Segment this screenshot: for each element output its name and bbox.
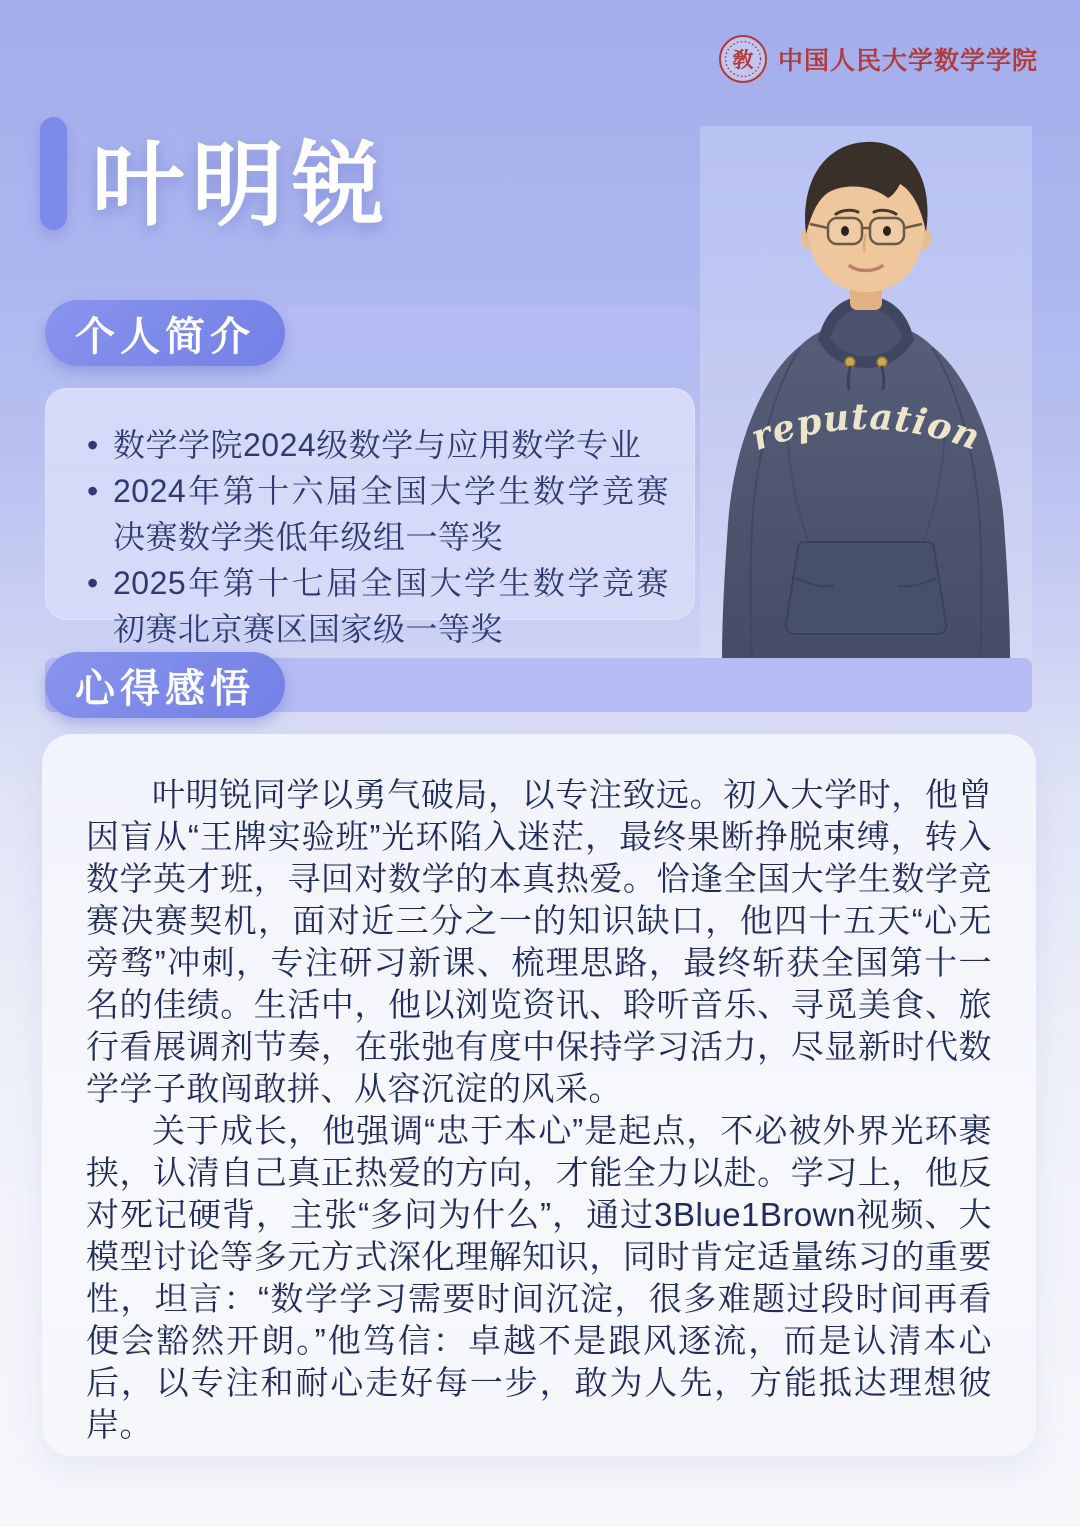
profile-section-title: 个人简介 <box>75 314 255 359</box>
reflection-card <box>42 734 1036 1456</box>
profile-bullet-item: • 2024年第十六届全国大学生数学竞赛决赛数学类低年级组一等奖 <box>85 468 669 560</box>
reflection-section-title: 心得感悟 <box>75 666 255 711</box>
title-accent-bar <box>40 117 67 230</box>
student-portrait-illustration <box>700 126 1032 660</box>
eye-left <box>841 226 849 236</box>
reflection-section-head <box>45 652 285 718</box>
student-photo <box>700 126 1032 660</box>
grommet-left <box>845 357 855 367</box>
profile-panel <box>45 388 695 647</box>
drawstring-right <box>882 367 884 389</box>
profile-bullet-item: • 数学学院2024级数学与应用数学专业 <box>85 422 669 468</box>
org-name: 中国人民大学数学学院 <box>777 46 1038 75</box>
profile-head-pill <box>45 300 285 366</box>
grommet-right <box>877 357 887 367</box>
reflection-paragraph: 关于成长，他强调“忠于本心”是起点，不必被外界光环裹挟，认清自己真正热爱的方向，才能全力以赴。学习上，他反对死记硬背，主张“多问为什么”，通过3Blue1Brown视频、大模型讨论等多元方式深化理解知识，同时肯定适量练习的重要性，坦言：“数学学习需要时间沉淀，很多难题过段时间再看便会豁然开朗。”他笃信：卓越不是跟风逐流，而是认清本心后，以专注和耐心走好每一步，敢为人先，方能抵达理想彼岸。 <box>86 1112 992 1443</box>
drawstring-left <box>848 367 850 389</box>
hoodie-pocket <box>786 542 946 634</box>
profile-section-head <box>45 300 285 366</box>
profile-bullet-list <box>45 388 695 652</box>
student-name-title: 叶明锐 <box>92 135 393 237</box>
reflection-text <box>42 734 1036 1446</box>
profile-bullet-item: • 2025年第十七届全国大学生数学竞赛初赛北京赛区国家级一等奖 <box>85 560 669 652</box>
reflection-paragraph: 叶明锐同学以勇气破局，以专注致远。初入大学时，他曾因盲从“王牌实验班”光环陷入迷茫，最终果断挣脱束缚，转入数学英才班，寻回对数学的本真热爱。恰逢全国大学生数学竞赛决赛契机，面对近三分之一的知识缺口，他四十五天“心无旁骛”冲刺，专注研习新课、梳理思路，最终斩获全国第十一名的佳绩。生活中，他以浏览资讯、聆听音乐、寻觅美食、旅行看展调剂节奏，在张弛有度中保持学习活力，尽显新时代数学学子敢闯敢拼、从容沉淀的风采。 <box>86 776 992 1107</box>
hoodie-print-text: reputation <box>745 395 987 460</box>
eye-right <box>883 226 891 236</box>
seal-glyph: 敎 <box>732 47 754 72</box>
header-brand <box>718 34 1038 84</box>
reflection-head-pill <box>45 652 285 718</box>
university-seal-icon <box>718 34 768 84</box>
